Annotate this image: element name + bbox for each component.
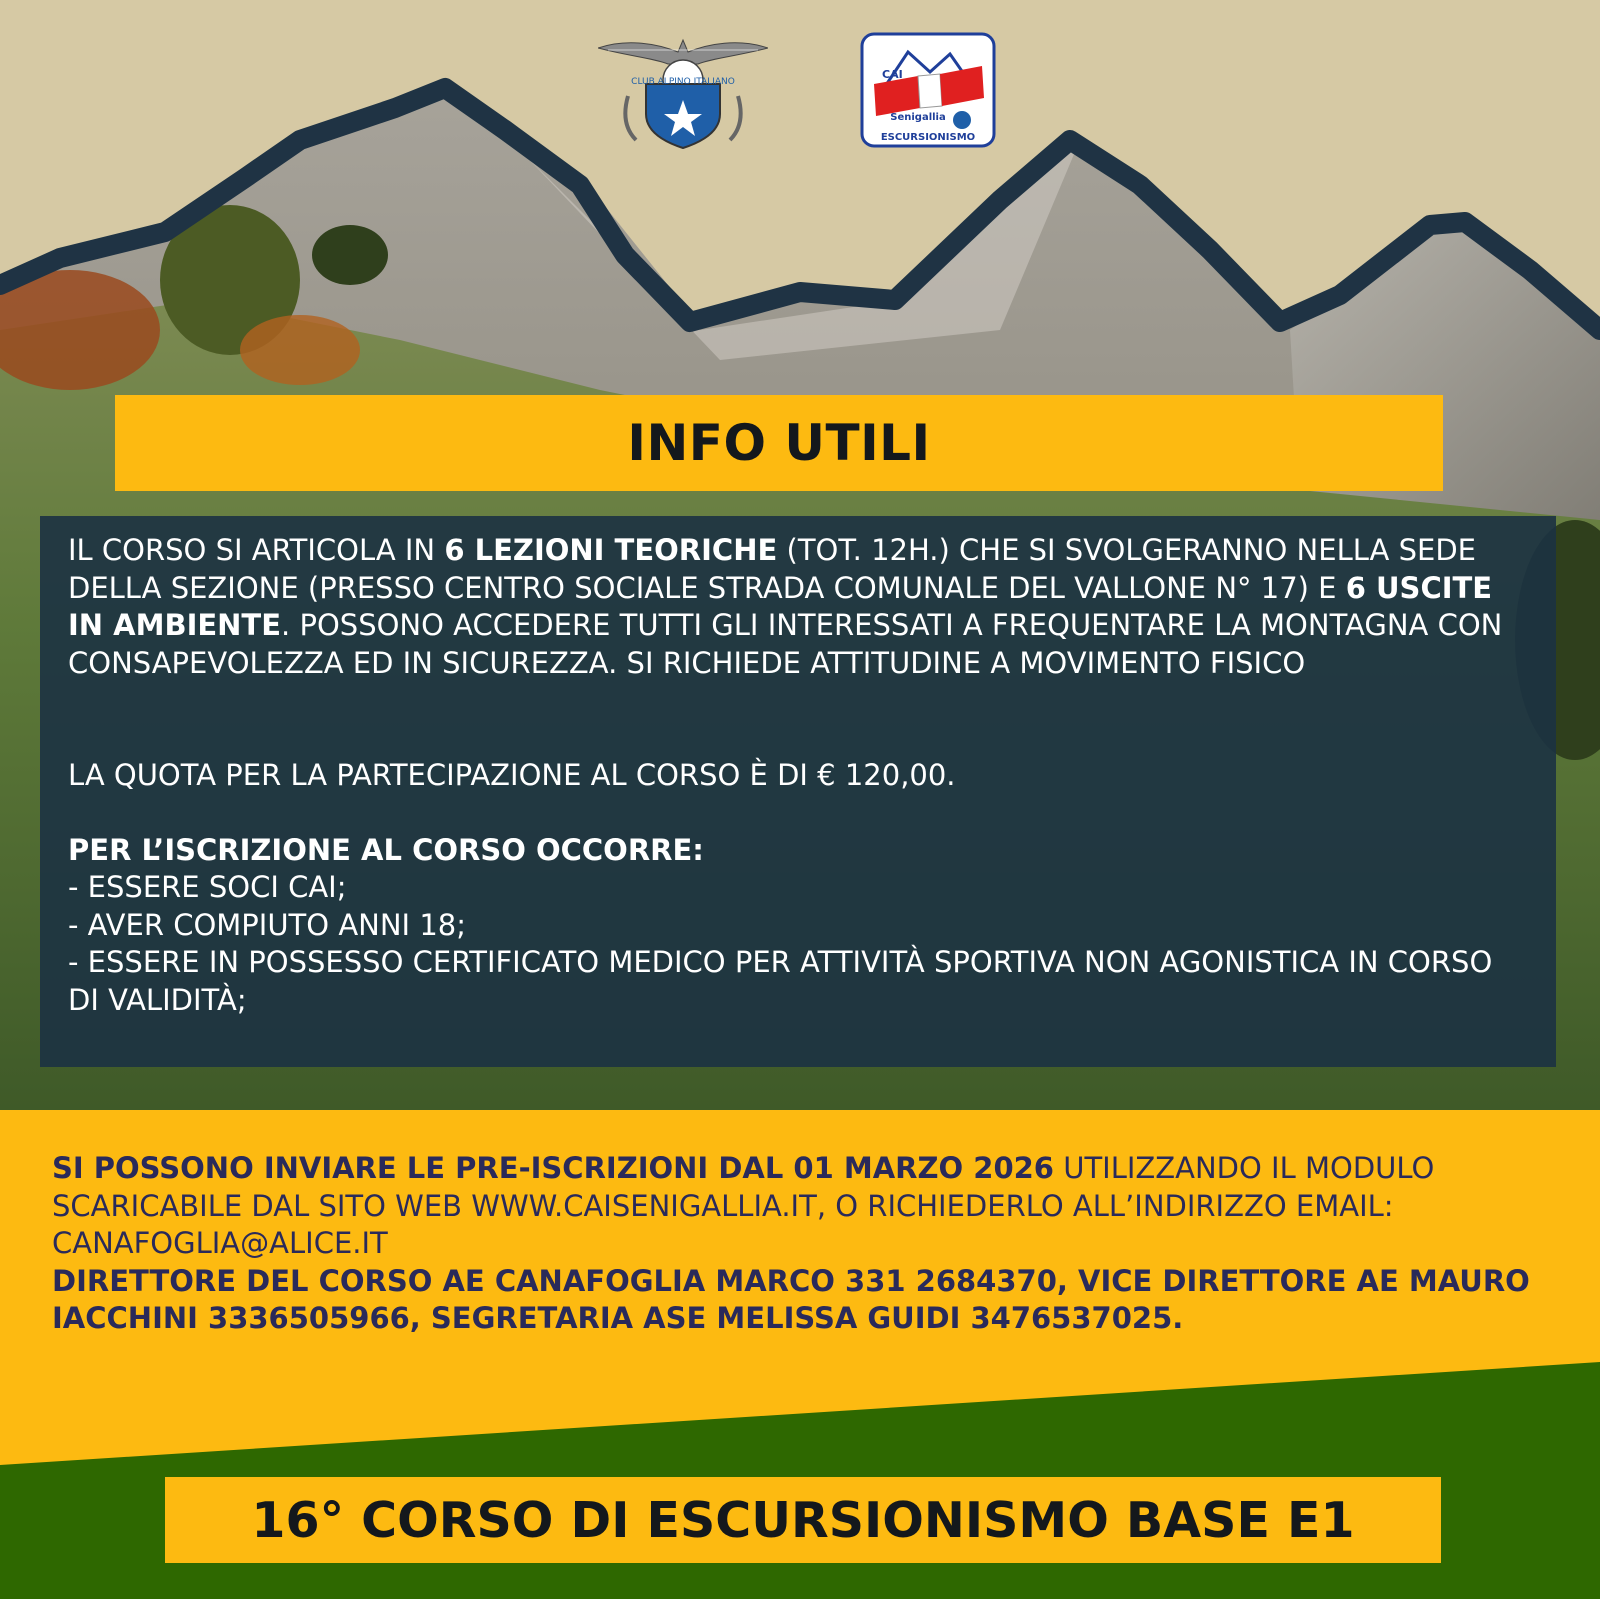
info-panel	[40, 516, 1556, 1067]
cai-senigallia-logo	[860, 32, 996, 148]
signup-info	[52, 1150, 1552, 1338]
spacer	[68, 682, 1528, 757]
info-title-bar	[115, 395, 1443, 491]
requirements-title: PER L’ISCRIZIONE AL CORSO OCCORRE:	[68, 832, 704, 867]
senigallia-logo-cai: CAI	[882, 68, 903, 81]
spacer	[68, 795, 1528, 832]
course-field-outings: 6 USCITE IN AMBIENTE	[68, 570, 1493, 642]
senigallia-logo-city: Senigallia	[890, 112, 946, 123]
course-desc-text-1: IL CORSO SI ARTICOLA IN	[68, 533, 445, 567]
cai-eagle-logo	[598, 36, 768, 152]
requirement-item: - AVER COMPIUTO ANNI 18;	[68, 907, 466, 942]
preregistration-text	[52, 1150, 1552, 1263]
requirement-item: - ESSERE SOCI CAI;	[68, 870, 347, 904]
course-theory-lessons: 6 LEZIONI TEORICHE	[444, 533, 778, 567]
course-desc-text-2: (TOT. 12H.) CHE SI SVOLGERANNO NELLA SEDE DELLA SEZIONE (PRESSO CENTRO SOCIALE STRADA COMUNALE DEL VALLONE N° 17) E	[68, 533, 1476, 605]
course-desc-text-3: . POSSONO ACCEDERE TUTTI GLI INTERESSATI A FREQUENTARE LA MONTAGNA CON CONSAPEVOLEZZA ED IN SICUREZZA. SI RICHIEDE ATTITUDINE A MOVIMENTO FISICO	[68, 608, 1503, 680]
preregistration-details: UTILIZZANDO IL MODULO SCARICABILE DAL SITO WEB WWW.CAISENIGALLIA.IT, O RICHIEDERLO ALL’INDIRIZZO EMAIL: CANAFOGLIA@ALICE.IT	[52, 1151, 1435, 1260]
cai-logo-text: CLUB ALPINO ITALIANO	[631, 77, 735, 87]
course-title-bar	[165, 1477, 1441, 1563]
info-title: INFO UTILI	[627, 414, 931, 472]
requirement-item: - ESSERE IN POSSESSO CERTIFICATO MEDICO PER ATTIVITÀ SPORTIVA NON AGONISTICA IN CORSO DI VALIDITÀ;	[68, 945, 1493, 1017]
course-fee: LA QUOTA PER LA PARTECIPAZIONE AL CORSO È DI € 120,00.	[68, 758, 956, 792]
preregistration-date: SI POSSONO INVIARE LE PRE-ISCRIZIONI DAL 01 MARZO 2026	[52, 1151, 1054, 1185]
course-title: 16° CORSO DI ESCURSIONISMO BASE E1	[251, 1491, 1355, 1549]
course-staff: DIRETTORE DEL CORSO AE CANAFOGLIA MARCO 331 2684370, VICE DIRETTORE AE MAURO IACCHINI 3336505966, SEGRETARIA ASE MELISSA GUIDI 3476537025.	[52, 1263, 1530, 1335]
senigallia-logo-escursionismo: ESCURSIONISMO	[880, 132, 976, 143]
course-description	[68, 532, 1528, 682]
